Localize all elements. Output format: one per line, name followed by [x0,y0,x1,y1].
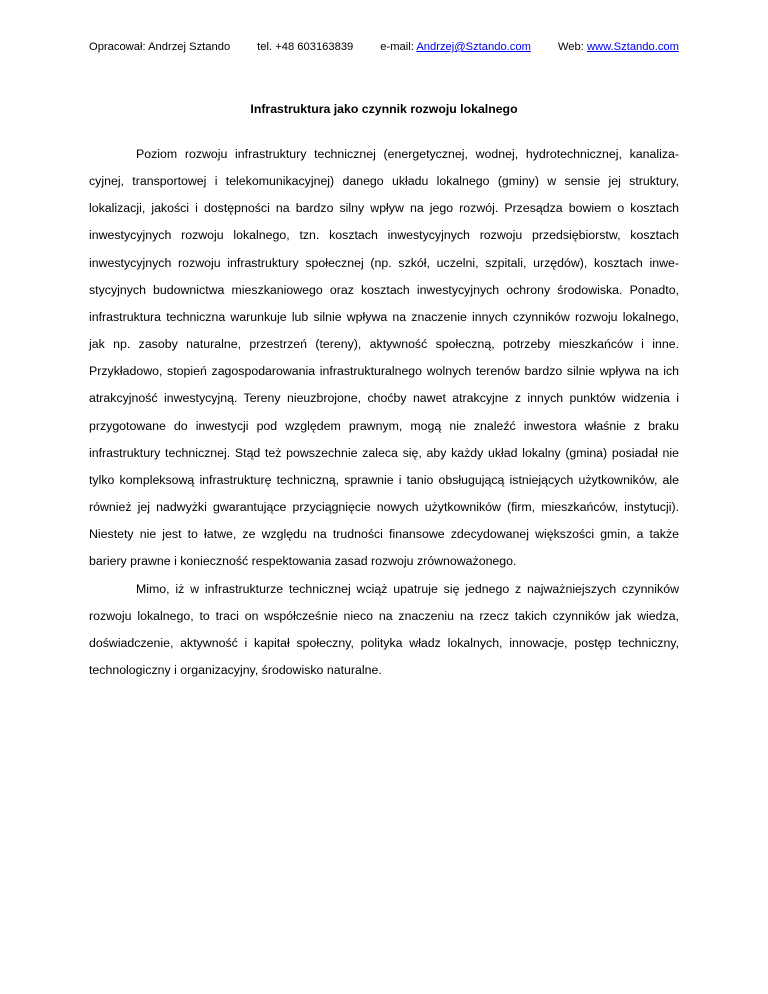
web-prefix: Web: [557,41,587,53]
web-link[interactable]: www.Sztando.com [586,41,679,53]
email-label [380,40,531,54]
document-body [89,141,679,684]
phone-label: tel. +48 603163839 [257,41,354,53]
paragraph: Poziom rozwoju infrastruktury technicznej (energetycznej, wodnej, hydrotechnicznej, kanalizacyjnej, transportowej i telekomunikacyjnej) danego układu lokalnego (gminy) w sensie jej struktury, lokalizacji, jakości i dostępności na bardzo silny wpływ na jego rozwój. Przesądza bowiem o kosztach inwestycyjnych rozwoju lokalnego, tzn. kosztach inwestycyjnych rozwoju przedsiębiorstw, kosztach inwestycyjnych rozwoju infrastruktury społecznej (np. szkół, uczelni, szpitali, urzędów), kosztach inwestycyjnych budownictwa mieszkaniowego oraz kosztach inwestycyjnych ochrony środowiska. Ponadto, infrastruktura techniczna warunkuje lub silnie wpływa na znaczenie innych czynników rozwoju lokalnego, jak np. zasoby naturalne, przestrzeń (tereny), aktywność społeczną, potrzeby mieszkańców i inne. Przykładowo, stopień zagospodarowania infrastrukturalnego wolnych terenów bardzo silnie wpływa na ich atrakcyjność inwestycyjną. Tereny nieuzbrojone, choćby nawet atrakcyjne z innych punktów widzenia i przygotowane do inwestycji pod względem prawnym, mogą nie znaleźć inwestora właśnie z braku infrastruktury technicznej. Stąd też powszechnie zaleca się, aby każdy układ lokalny (gmina) posiadał nie tylko kompleksową infrastrukturę techniczną, sprawnie i tanio obsługującą istniejących użytkowników, ale również jej nadwyżki gwarantujące przyciągnięcie nowych użytkowników (firm, mieszkańców, instytucji). Niestety nie jest to łatwe, ze względu na trudności finansowe zdecydowanej większości gmin, a także bariery prawne i konieczność respektowania zasad rozwoju zrównoważonego. [89,147,679,569]
web-label [558,40,679,54]
document-title: Infrastruktura jako czynnik rozwoju lokalnego [250,102,518,116]
email-link[interactable]: Andrzej@Sztando.com [416,41,531,53]
paragraph: Mimo, iż w infrastrukturze technicznej wciąż upatruje się jednego z najważniejszych czynników rozwoju lokalnego, to traci on współcześnie nieco na znaczeniu na rzecz takich czynników jak wiedza, doświadczenie, aktywność i kapitał społeczny, polityka władz lokalnych, innowacje, postęp techniczny, technologiczny i organizacyjny, środowisko naturalne. [89,581,679,677]
email-prefix: e-mail: [380,41,417,53]
author-label: Opracował: Andrzej Sztando [89,41,231,53]
page-header [89,40,679,54]
